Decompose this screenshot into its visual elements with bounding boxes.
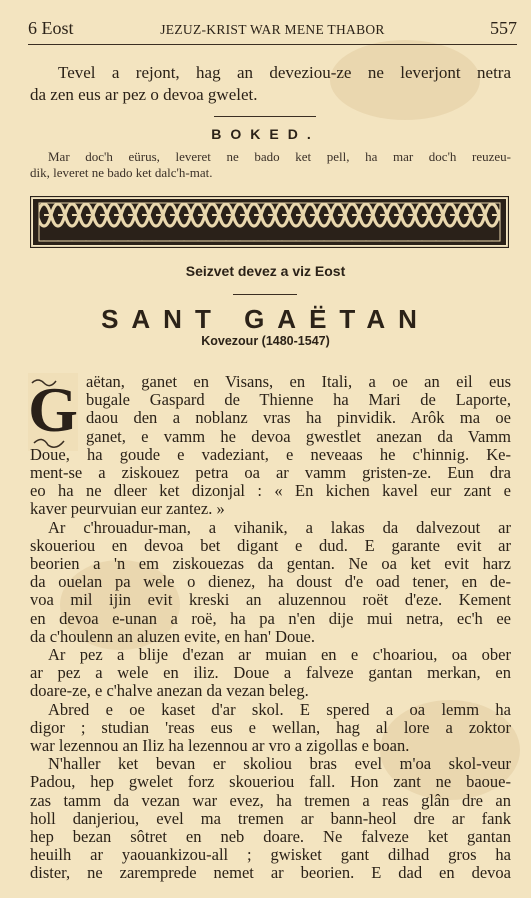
- text-line: Ar pez a blije d'ezan ar muian en e c'hoariou, oa ober: [48, 645, 511, 665]
- boked-paragraph: [30, 149, 511, 181]
- text-line: dik, leveret ne bado ket dalc'h-mat.: [30, 165, 213, 180]
- text-line: zas tamm da vezan war evez, ha tremen a reas glân dre an: [30, 790, 511, 810]
- dropcap-letter: G: [28, 374, 78, 445]
- text-line: daou den a noblanz vras ha pinvidik. Arôk ma oe: [86, 408, 511, 428]
- text-line: digor ; studian 'reas eus e wellan, hag al lore a zoktor: [30, 717, 511, 737]
- text-line: N'haller ket bevan er skoliou bras evel m'oa skol-veur: [48, 754, 511, 774]
- running-header: [28, 18, 517, 42]
- text-line: eo ha ne dleer ket dizonjal : « En kichen kavel eur zant e: [30, 481, 511, 501]
- text-line: dister, ne zarempredе nemet ar beorien. E dad en devoa: [30, 863, 511, 883]
- header-date: 6 Eost: [28, 18, 74, 38]
- text-line: ganet, e vamm he devoa gwestlet anezan da Vamm: [86, 426, 511, 446]
- header-title: JEZUZ-KRIST WAR MENE THABOR: [160, 22, 385, 37]
- text-line: heuilh ar yaouankizou-all ; gwisket gant dilhad gros ha: [30, 845, 511, 865]
- text-line: Mar doc'h eürus, leveret ne bado ket pell, ha mar doc'h reuzeu-: [48, 149, 511, 164]
- text-line: doare-ze, e c'halve anezan da vezan beleg.: [30, 681, 309, 701]
- text-line: skoueriou en devoa bet digant e dud. E garante evit ar: [30, 535, 511, 555]
- text-line: da zen eus ar pez o devoa gwelet.: [30, 85, 258, 104]
- header-rule: [28, 44, 517, 45]
- saint-subtitle: Kovezour (1480-1547): [201, 334, 330, 348]
- text-line: holl danjeriou, evel ma tremen ar bann-heol dre ar fank: [30, 808, 511, 828]
- text-line: kaver peurvuian eur zantez. »: [30, 499, 225, 519]
- text-line: da c'houlenn an aluzen evite, en han' Doue.: [30, 626, 315, 646]
- text-line: da ouelan pa wele o dienez, ha doust d'e oad tener, en de-: [30, 572, 511, 592]
- boked-heading: BOKED.: [211, 126, 320, 142]
- text-line: war lezennou an Iliz ha lezennou ar vro a zigollas e boan.: [30, 736, 410, 756]
- section-heading: Seizvet devez a viz Eost: [185, 263, 346, 279]
- celtic-knot-ornament: [30, 196, 509, 248]
- text-line: ar pez a wele en iliz. Doue a falveze gantan merkan, en: [30, 663, 511, 683]
- saint-title: SANT GAËTAN: [101, 304, 430, 334]
- intro-paragraph: [30, 62, 511, 106]
- text-line: aëtan, ganet en Visans, en Itali, a oe an eil eus: [86, 372, 511, 391]
- text-line: en devoa e-unan a roë, ha pa n'en dije mui netra, ec'h ee: [30, 608, 511, 628]
- text-line: ment-se a ziskouez petra oa ar vamm gristen-ze. Eun dra: [30, 463, 511, 483]
- page-number: 557: [490, 18, 517, 38]
- text-line: Padou, hep gwelet forz skoueriou fall. Hon zant ne baoue-: [30, 772, 511, 792]
- text-line: hep bezan sôtret en neb doare. Ne falveze ket gantan: [30, 827, 511, 847]
- divider-rule: [233, 294, 297, 295]
- text-line: Tevel a rejont, hag an deveziou-ze ne leverjont netra: [58, 63, 511, 82]
- text-line: beorien a 'n em ziskouezas da gentan. Ne oa ket evit harz: [30, 554, 511, 574]
- divider-rule: [214, 116, 316, 117]
- text-line: Abred e oe kaset d'ar skol. E spered a oa lemm ha: [48, 699, 511, 719]
- body-paragraphs: [30, 373, 511, 883]
- text-line: bugale Gaspard de Thienne ha Mari de Laporte,: [86, 390, 511, 410]
- text-line: Doue, ha goude e vadeziant, e neveaas he c'hinnig. Ke-: [30, 444, 511, 464]
- text-line: Ar c'hrouadur-man, a vihanik, a lakas da dalvezout ar: [48, 517, 511, 537]
- text-line: voa mil ijin evit kreski an aluzennou roët d'eze. Kement: [30, 590, 511, 610]
